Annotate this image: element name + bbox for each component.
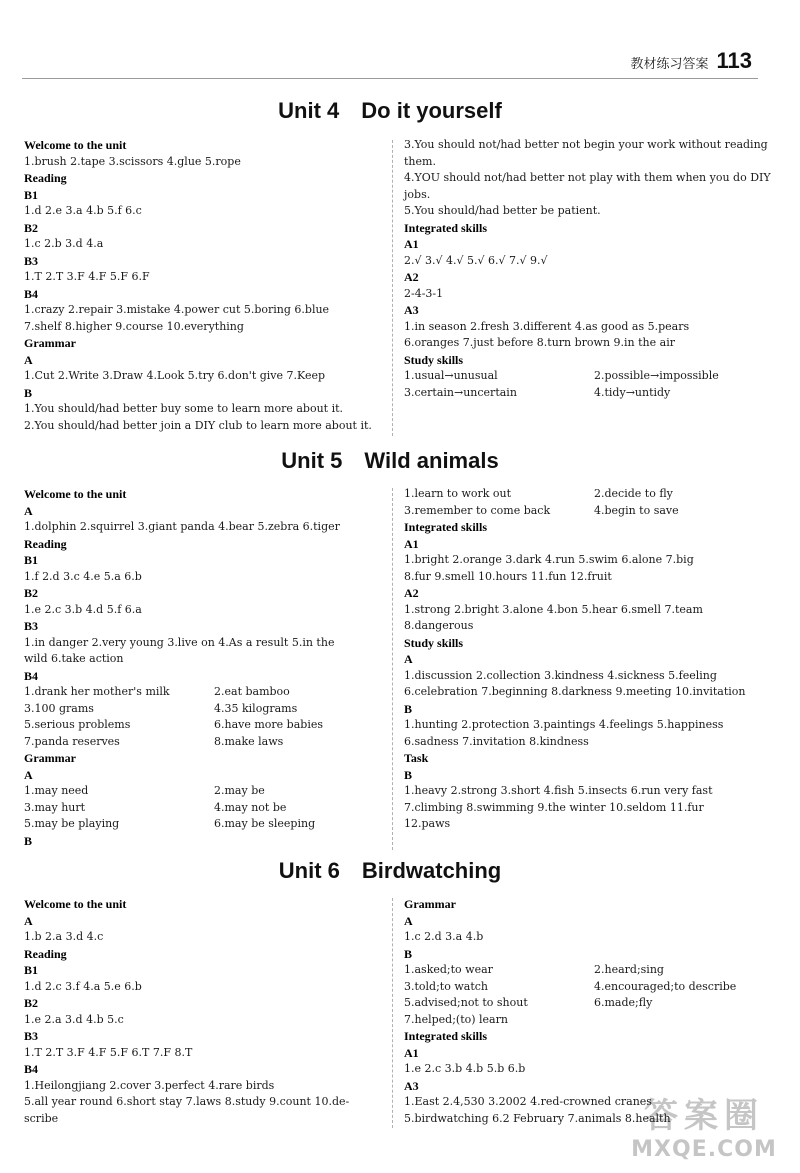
section-heading: Grammar xyxy=(24,751,76,765)
answer-cell: 3.told;to watch xyxy=(404,979,488,993)
section-heading: Welcome to the unit xyxy=(24,138,127,152)
section-heading: A xyxy=(404,652,413,666)
answer-cell: 4.encouraged;to describe xyxy=(594,979,737,993)
unit-6-title xyxy=(22,858,758,884)
section-heading: Reading xyxy=(24,536,67,551)
section-heading: Study skills xyxy=(404,352,464,367)
answer-line: 6.oranges 7.just before 8.turn brown 9.in the air xyxy=(404,336,675,349)
answer-line: them. xyxy=(404,154,436,168)
answer-row xyxy=(404,503,774,520)
answer-line: 5.all year round 6.short stay 7.laws 8.study 9.count 10.de- xyxy=(24,1095,350,1108)
unit-6-column-divider xyxy=(392,898,393,1128)
section-heading: Integrated skills xyxy=(404,220,488,235)
answer-row xyxy=(404,368,774,385)
answer-line: 1.c 2.b 3.d 4.a xyxy=(24,237,104,250)
answer-line: 8.fur 9.smell 10.hours 11.fun 12.fruit xyxy=(404,569,612,583)
section-heading: B1 xyxy=(24,187,39,202)
section-heading: A2 xyxy=(404,586,419,600)
answer-line: 7.climbing 8.swimming 9.the winter 10.seldom 11.fur xyxy=(404,800,704,814)
answer-line: 1.crazy 2.repair 3.mistake 4.power cut 5.boring 6.blue xyxy=(24,303,330,316)
answer-line: 2.√ 3.√ 4.√ 5.√ 6.√ 7.√ 9.√ xyxy=(404,253,548,267)
answer-row xyxy=(24,734,384,751)
answer-line: 1.e 2.c 3.b 4.d 5.f 6.a xyxy=(24,602,142,616)
answer-cell: 5.advised;not to shout xyxy=(404,996,528,1009)
section-heading: Task xyxy=(404,751,429,765)
answer-line: 1.bright 2.orange 3.dark 4.run 5.swim 6.alone 7.big xyxy=(404,553,694,566)
section-heading: B4 xyxy=(24,286,39,301)
answer-row xyxy=(404,995,774,1012)
answer-line: 1.c 2.d 3.a 4.b xyxy=(404,930,484,943)
answer-line: 1.strong 2.bright 3.alone 4.bon 5.hear 6.smell 7.team xyxy=(404,602,703,616)
answer-cell: 2.eat bamboo xyxy=(214,685,290,698)
answer-line: 1.d 2.c 3.f 4.a 5.e 6.b xyxy=(24,979,142,993)
answer-cell: 2.may be xyxy=(214,784,265,797)
answer-line: 5.You should/had better be patient. xyxy=(404,204,601,217)
unit-6-name: Birdwatching xyxy=(361,858,502,883)
section-heading: Grammar xyxy=(24,336,76,350)
answer-cell: 6.have more babies xyxy=(214,718,323,731)
answer-row xyxy=(24,684,384,701)
section-heading: B4 xyxy=(24,668,39,683)
page-number: 113 xyxy=(716,48,752,73)
answer-line: 5.birdwatching 6.2 February 7.animals 8.health xyxy=(404,1111,671,1125)
section-heading: A xyxy=(404,913,413,928)
answer-cell: 1.may need xyxy=(24,784,89,797)
section-heading: Study skills xyxy=(404,635,464,650)
answer-line: jobs. xyxy=(404,187,431,201)
section-heading: B2 xyxy=(24,586,39,600)
answer-line: 1.e 2.c 3.b 4.b 5.b 6.b xyxy=(404,1062,526,1075)
answer-line: 4.YOU should not/had better not play with them when you do DIY xyxy=(404,171,771,184)
answer-cell: 1.drank her mother's milk xyxy=(24,685,170,698)
section-heading: B1 xyxy=(24,963,39,977)
unit-4-column-divider xyxy=(392,140,393,436)
answer-cell: 2.decide to fly xyxy=(594,487,673,500)
answer-cell: 1.usual→unusual xyxy=(404,369,498,382)
section-heading: A1 xyxy=(404,1045,419,1060)
answer-line: wild 6.take action xyxy=(24,652,124,665)
answer-line: 1.b 2.a 3.d 4.c xyxy=(24,930,104,943)
answer-line: 6.sadness 7.invitation 8.kindness xyxy=(404,734,589,748)
answer-line: 7.helped;(to) learn xyxy=(404,1012,508,1026)
unit-4-left-column xyxy=(24,137,384,434)
answer-line: 7.shelf 8.higher 9.course 10.everything xyxy=(24,319,244,333)
answer-cell: 1.learn to work out xyxy=(404,487,512,500)
answer-cell: 1.asked;to wear xyxy=(404,963,493,976)
unit-5-left-column xyxy=(24,486,384,849)
section-heading: Welcome to the unit xyxy=(24,487,127,501)
section-heading: Reading xyxy=(24,946,67,961)
unit-5-number: Unit 5 xyxy=(281,448,343,473)
answer-cell: 3.100 grams xyxy=(24,701,94,715)
answer-cell: 5.serious problems xyxy=(24,718,131,731)
section-heading: B2 xyxy=(24,220,39,235)
section-heading: B3 xyxy=(24,619,39,633)
answer-line: 1.T 2.T 3.F 4.F 5.F 6.F xyxy=(24,270,150,283)
answer-cell: 2.heard;sing xyxy=(594,963,664,976)
answer-line: 1.T 2.T 3.F 4.F 5.F 6.T 7.F 8.T xyxy=(24,1045,193,1059)
unit-4-name: Do it yourself xyxy=(361,98,502,123)
answer-line: 6.celebration 7.beginning 8.darkness 9.meeting 10.invitation xyxy=(404,685,746,698)
answer-line: 1.hunting 2.protection 3.paintings 4.feelings 5.happiness xyxy=(404,718,724,731)
section-heading: Grammar xyxy=(404,897,456,911)
section-heading: Welcome to the unit xyxy=(24,897,127,911)
answer-row xyxy=(24,783,384,800)
answer-cell: 4.35 kilograms xyxy=(214,701,298,715)
section-heading: B xyxy=(404,946,413,961)
section-heading: B1 xyxy=(24,553,39,567)
section-heading: Reading xyxy=(24,171,67,185)
answer-cell: 5.may be playing xyxy=(24,817,120,830)
section-heading: A3 xyxy=(404,1078,419,1093)
answer-row xyxy=(404,486,774,503)
answer-row xyxy=(404,385,774,402)
answer-row xyxy=(24,816,384,833)
unit-5-right-column xyxy=(404,486,774,833)
answer-row xyxy=(24,701,384,718)
answer-row xyxy=(404,979,774,996)
unit-4-title xyxy=(22,98,758,124)
answer-row xyxy=(404,962,774,979)
unit-4-number: Unit 4 xyxy=(278,98,340,123)
answer-line: scribe xyxy=(24,1111,59,1125)
unit-5-title xyxy=(22,448,758,474)
section-heading: B xyxy=(404,701,413,716)
answer-line: 1.in danger 2.very young 3.live on 4.As a result 5.in the xyxy=(24,635,335,649)
answer-line: 1.d 2.e 3.a 4.b 5.f 6.c xyxy=(24,204,142,217)
answer-line: 1.You should/had better buy some to learn more about it. xyxy=(24,402,344,415)
watermark xyxy=(624,1085,784,1165)
section-heading: B4 xyxy=(24,1062,39,1076)
answer-line: 1.Cut 2.Write 3.Draw 4.Look 5.try 6.don't give 7.Keep xyxy=(24,369,326,382)
answer-line: 1.f 2.d 3.c 4.e 5.a 6.b xyxy=(24,569,142,583)
section-heading: Integrated skills xyxy=(404,520,488,534)
header-label: 教材练习答案 xyxy=(630,57,709,72)
answer-row xyxy=(24,717,384,734)
answer-line: 1.e 2.a 3.d 4.b 5.c xyxy=(24,1012,124,1026)
answer-line: 1.in season 2.fresh 3.different 4.as good as 5.pears xyxy=(404,319,690,333)
section-heading: A1 xyxy=(404,237,419,251)
section-heading: A1 xyxy=(404,536,419,551)
answer-row xyxy=(24,800,384,817)
unit-5-column-divider xyxy=(392,488,393,850)
section-heading: B xyxy=(404,767,413,782)
answer-line: 1.East 2.4,530 3.2002 4.red-crowned cranes xyxy=(404,1095,652,1108)
answer-line: 1.brush 2.tape 3.scissors 4.glue 5.rope xyxy=(24,154,241,168)
answer-line: 2.You should/had better join a DIY club to learn more about it. xyxy=(24,418,372,432)
answer-cell: 6.made;fly xyxy=(594,996,653,1009)
answer-cell: 4.begin to save xyxy=(594,503,679,517)
section-heading: A xyxy=(24,352,33,367)
unit-6-left-column xyxy=(24,896,384,1127)
answer-line: 12.paws xyxy=(404,817,451,830)
unit-6-number: Unit 6 xyxy=(278,858,340,883)
section-heading: A xyxy=(24,913,33,928)
answer-line: 3.You should not/had better not begin your work without reading xyxy=(404,138,768,151)
section-heading: B xyxy=(24,385,33,400)
section-heading: B3 xyxy=(24,1029,39,1043)
section-heading: A3 xyxy=(404,303,419,317)
answer-cell: 6.may be sleeping xyxy=(214,817,316,830)
section-heading: Integrated skills xyxy=(404,1029,488,1043)
answer-cell: 4.tidy→untidy xyxy=(594,385,671,399)
answer-line: 8.dangerous xyxy=(404,619,474,632)
header-rule xyxy=(22,78,758,79)
answer-line: 1.heavy 2.strong 3.short 4.fish 5.insects 6.run very fast xyxy=(404,784,713,797)
unit-4-right-column xyxy=(404,137,774,401)
page-header xyxy=(630,48,752,74)
answer-cell: 2.possible→impossible xyxy=(594,369,719,382)
section-heading: B xyxy=(24,833,33,848)
answer-cell: 3.may hurt xyxy=(24,800,86,814)
answer-line: 1.Heilongjiang 2.cover 3.perfect 4.rare birds xyxy=(24,1078,275,1092)
answer-cell: 3.remember to come back xyxy=(404,503,551,517)
answer-cell: 7.panda reserves xyxy=(24,734,120,748)
section-heading: A xyxy=(24,767,33,782)
watermark-logo: 答案圈 xyxy=(644,1096,764,1136)
answer-line: 2-4-3-1 xyxy=(404,286,444,300)
section-heading: B3 xyxy=(24,253,39,268)
answer-line: 1.dolphin 2.squirrel 3.giant panda 4.bear 5.zebra 6.tiger xyxy=(24,520,340,533)
section-heading: A xyxy=(24,503,33,518)
answer-line: 1.discussion 2.collection 3.kindness 4.sickness 5.feeling xyxy=(404,668,717,682)
answer-cell: 4.may not be xyxy=(214,800,287,814)
answer-cell: 3.certain→uncertain xyxy=(404,385,517,399)
watermark-url: MXQE.COM xyxy=(631,1137,777,1162)
answer-cell: 8.make laws xyxy=(214,734,284,748)
section-heading: B2 xyxy=(24,996,39,1010)
section-heading: A2 xyxy=(404,270,419,284)
unit-5-name: Wild animals xyxy=(364,448,499,473)
